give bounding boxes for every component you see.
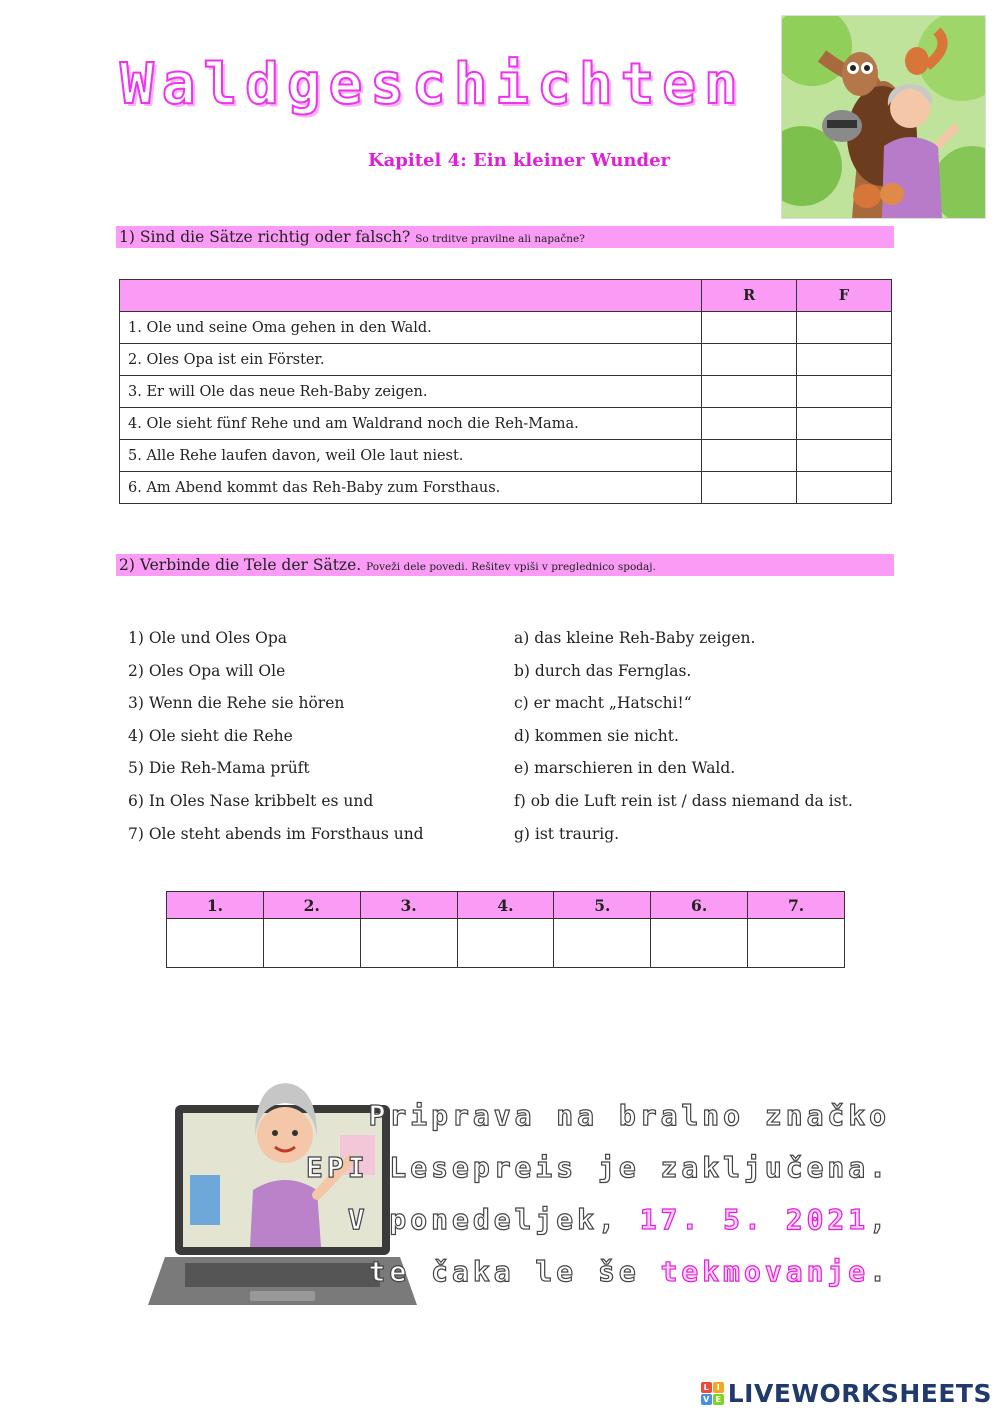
statement-column-header — [120, 280, 702, 312]
answer-input-cell[interactable] — [651, 919, 748, 968]
section2-note: Poveži dele povedi. Rešitev vpiši v preglednico spodaj. — [366, 561, 656, 573]
column-header-f: F — [797, 280, 892, 312]
answer-header: 1. — [167, 892, 264, 919]
answer-cell-r[interactable] — [702, 472, 797, 504]
answer-cell-r[interactable] — [702, 408, 797, 440]
list-item: e) marschieren in den Wald. — [514, 759, 736, 778]
list-item: c) er macht „Hatschi!“ — [514, 694, 692, 713]
true-false-table — [119, 279, 892, 504]
answer-input-row — [167, 919, 845, 968]
list-item: 7) Ole steht abends im Forsthaus und — [128, 824, 424, 843]
brand-name: LIVEWORKSHEETS — [727, 1379, 992, 1408]
answer-header: 4. — [457, 892, 554, 919]
answer-cell-f[interactable] — [797, 312, 892, 344]
section2-header — [116, 554, 894, 576]
statement-6: 6. Am Abend kommt das Reh-Baby zum Forsthaus. — [120, 472, 702, 504]
section2-heading: 2) Verbinde die Tele der Sätze. — [119, 556, 362, 574]
answer-cell-f[interactable] — [797, 472, 892, 504]
answer-header: 2. — [263, 892, 360, 919]
closing-note — [306, 1090, 890, 1298]
statement-3: 3. Er will Ole das neue Reh-Baby zeigen. — [120, 376, 702, 408]
answer-cell-r[interactable] — [702, 344, 797, 376]
answer-input-cell[interactable] — [748, 919, 845, 968]
answer-input-cell[interactable] — [167, 919, 264, 968]
table-row — [120, 472, 892, 504]
list-item: 6) In Oles Nase kribbelt es und — [128, 791, 374, 810]
answer-header: 5. — [554, 892, 651, 919]
list-item: a) das kleine Reh-Baby zeigen. — [514, 629, 756, 647]
answer-cell-r[interactable] — [702, 376, 797, 408]
matching-answer-table — [166, 891, 845, 968]
logo-block: L — [701, 1382, 712, 1393]
table-row — [120, 376, 892, 408]
list-item: g) ist traurig. — [514, 824, 620, 843]
answer-input-cell[interactable] — [554, 919, 651, 968]
list-item: 1) Ole und Oles Opa — [128, 629, 288, 647]
closing-line-3-text: V ponedeljek, — [347, 1203, 640, 1236]
list-item: d) kommen sie nicht. — [514, 726, 679, 745]
answer-input-cell[interactable] — [263, 919, 360, 968]
closing-line-3-comma: , — [869, 1203, 890, 1236]
section1-header — [116, 226, 894, 248]
list-item: b) durch das Fernglas. — [514, 661, 692, 680]
list-item: 4) Ole sieht die Rehe — [128, 726, 293, 745]
closing-line-4 — [306, 1246, 890, 1298]
answer-header-row — [167, 892, 845, 919]
table-header-row — [120, 280, 892, 312]
answer-cell-f[interactable] — [797, 408, 892, 440]
answer-cell-f[interactable] — [797, 440, 892, 472]
worksheet-title: Waldgeschichten — [120, 52, 746, 117]
statement-1: 1. Ole und seine Oma gehen in den Wald. — [120, 312, 702, 344]
table-row — [120, 408, 892, 440]
list-item: 5) Die Reh-Mama prüft — [128, 759, 310, 778]
table-row — [120, 312, 892, 344]
closing-line-4-period: . — [869, 1255, 890, 1288]
sentence-beginnings-list — [128, 622, 424, 850]
answer-input-cell[interactable] — [457, 919, 554, 968]
table-row — [120, 344, 892, 376]
statement-4: 4. Ole sieht fünf Rehe und am Waldrand noch die Reh-Mama. — [120, 408, 702, 440]
closing-line-1: Priprava na bralno značko — [368, 1099, 890, 1132]
forest-animals-picture — [781, 15, 986, 219]
answer-header: 6. — [651, 892, 748, 919]
answer-cell-r[interactable] — [702, 312, 797, 344]
table-row — [120, 440, 892, 472]
answer-header: 3. — [360, 892, 457, 919]
column-header-r: R — [702, 280, 797, 312]
closing-line-4-text: te čaka le še — [368, 1255, 661, 1288]
answer-header: 7. — [748, 892, 845, 919]
statement-5: 5. Alle Rehe laufen davon, weil Ole laut niest. — [120, 440, 702, 472]
sentence-endings-list — [514, 622, 853, 850]
logo-block: I — [713, 1382, 724, 1393]
section1-note: So trditve pravilne ali napačne? — [415, 233, 585, 245]
answer-cell-r[interactable] — [702, 440, 797, 472]
closing-line-2: EPI Lesepreis je zaključena. — [305, 1151, 890, 1184]
competition-word: tekmovanje — [660, 1255, 870, 1288]
logo-block: E — [713, 1394, 724, 1405]
answer-cell-f[interactable] — [797, 376, 892, 408]
chapter-subtitle: Kapitel 4: Ein kleiner Wunder — [368, 150, 671, 171]
section1-heading: 1) Sind die Sätze richtig oder falsch? — [119, 228, 411, 246]
list-item: 3) Wenn die Rehe sie hören — [128, 694, 345, 713]
logo-block: V — [701, 1394, 712, 1405]
answer-cell-f[interactable] — [797, 344, 892, 376]
logo-blocks-icon — [701, 1382, 724, 1405]
list-item: f) ob die Luft rein ist / dass niemand da ist. — [514, 791, 853, 810]
answer-input-cell[interactable] — [360, 919, 457, 968]
competition-date: 17. 5. 2021 — [639, 1203, 870, 1236]
list-item: 2) Oles Opa will Ole — [128, 661, 286, 680]
statement-2: 2. Oles Opa ist ein Förster. — [120, 344, 702, 376]
liveworksheets-logo[interactable] — [701, 1379, 992, 1408]
closing-line-3 — [306, 1194, 890, 1246]
